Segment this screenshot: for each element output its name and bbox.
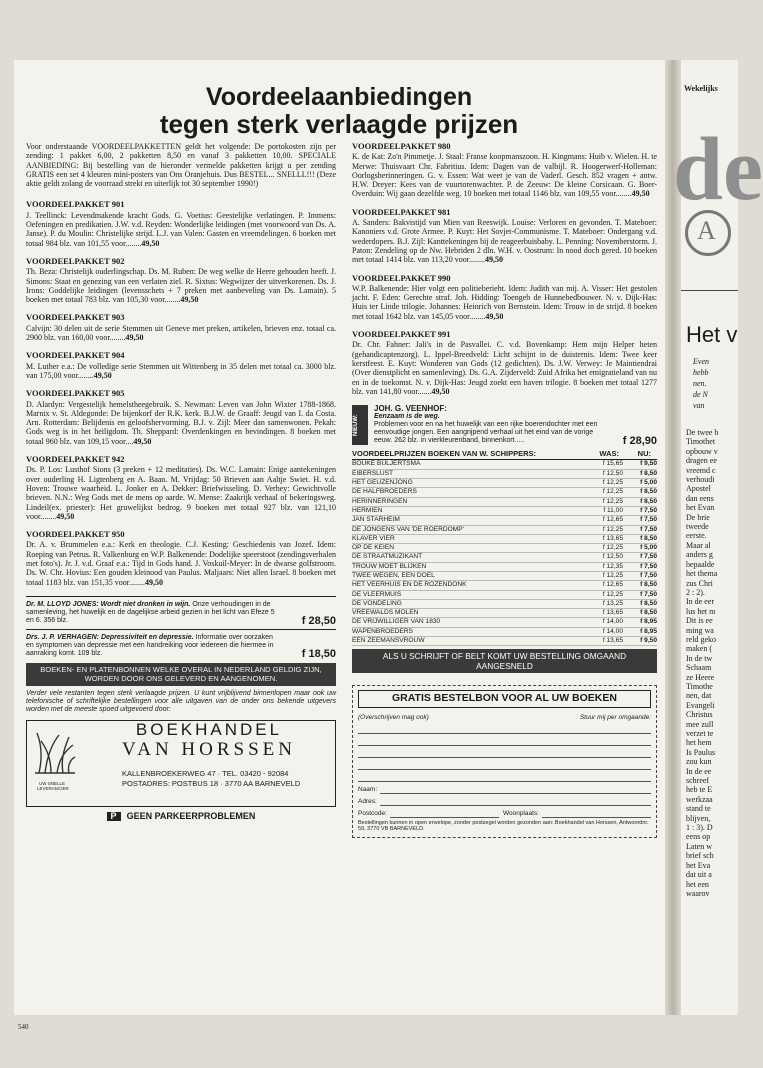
price-table-row [352,516,657,525]
offer-text: Onze verhoudingen in de samenleving, het huwelijk en de dagelijkse arbeid gezien in het licht van Efeze 5 en 6. 356 blz. [26,600,275,624]
price-row-title: HET GEUZENJONG [352,479,413,487]
title-line-2: tegen sterk verlaagde prijzen [159,109,519,139]
package-price: 49,50 [56,511,75,521]
price-row-was: f 13,25 [602,599,623,607]
right-page-line: Timothe [686,681,713,691]
price-row-was: f 15,65 [602,460,623,468]
package-body: D. Alardyn: Vergestelijk hemelstheegebruik. S. Newman: Leven van John Wixter 1788-1868. Marnix v. St. Aldegonde: De bijenkorf der R.K. kerk. B.J.W. de Graaff: Jeugd van I. da Costa. Arn. Rotterdam: Belijdenis en geloofshervorming. B.J. v. Zijl: Meer dan samenwonen. Pekah: Gods weg is in het heiligdom. Th. Sheppard: Overdenkingen en bevindingen. 8 boeken met totaal 960 blz. van 109,15 voor [26,399,336,446]
package-price: 49,50 [431,386,450,396]
package-980: VOORDEELPAKKET 980 K. de Kat: Zo'n Pimmetje. J. Staal: Franse koopmanszoon. H. Kingmans: Huib v. Wielen. H. te Merwe: Thuisvaart Chr. Fabritius. Idem: Dagen van de valbijl. R. Hoogerwerf-Holleman: Oorlogsherinneringen. G. v. Essen: Wat weet je van de Vaderl. Gesch. 852 vragen + antw. H.W. Dreyer: Kees van de vuurtorenwachter. P. de Zeeuw: De kleine Corsicaan. G. Boer-Overduin: Wij gaan dezelfde weg. 10 boeken met totaal 1146 blz. van 109,55 voor........49,50 [352,141,657,199]
price-row-nu: f 8,95 [640,618,657,626]
coupon-footer: Bestellingen kunnen in open envelope, zonder postzegel worden gezonden aan: Boekhandel van Horssen, Antwoordnr. 59, 3770 VB BARNEVELD. [358,819,649,833]
shop-name-line-1: BOEKHANDEL [135,719,283,739]
package-body: J. Teellinck: Levendmakende kracht Gods. G. Voetius: Geestelijke verlatingen. P. Immens: Oefeningen en predikatien. J.W. v.d. Reyden: Wonderlijke leidingen (met voorwoord van Ds. A. Janse). P. du Moulin: Christelijke strijd. L.J. van Valen: Gasten en vreemdelingen. 6 boeken met totaal 984 blz. van 101,55 voor [26,210,336,248]
right-page-rule [681,290,738,291]
page-number: 540 [18,1023,29,1031]
right-page-line: eens op [686,832,711,842]
right-page-line: eerste. [686,531,707,541]
right-page-line: De brie [686,512,710,522]
right-page-line: vreemd c [686,465,716,475]
price-row-was: f 13,65 [602,609,623,617]
price-row-nu: f 8,50 [640,488,657,496]
price-row-title: EEN ZEEMANSVROUW [352,637,425,645]
price-row-was: f 12,25 [602,571,623,579]
price-row-title: DE VRIJWILLIGER VAN 1830 [352,618,441,626]
coupon-order-line[interactable] [358,770,651,782]
package-991: VOORDEELPAKKET 991 Dr. Chr. Fahner: Jali's in de Pasvallei. C. v.d. Bovenkamp: Hem mijn Helper heten (gehandicaptenzorg). L. Ippel-Breedveld: Licht schijnt in de duisternis. Idem: Twee keer kerstfeest. E. Kuyt: Wonderen van Gods (12 gedichten). Ds. J.W. Verwey: Je Maintiendrai (Over dienstplicht en samenleving). Ds. G.A. Zijderveld: Zuid Afrika het emigratieland van nu en in de toekomst. N. v. Dijk-Has: Jeugd zoekt een haven trilogie. 8 boeken met totaal 1277 blz. van 141,80 voor.......49,50 [352,329,657,396]
package-905: VOORDEELPAKKET 905 D. Alardyn: Vergestelijk hemelstheegebruik. S. Newman: Leven van John Wixter 1788-1868. Marnix v. St. Aldegonde: De bijenkorf der R.K. kerk. B.J.W. de Graaff: Jeugd van I. da Costa. Arn. Rotterdam: Belijdenis en geloofshervorming. B.J. v. Zijl: Meer dan samenwonen. Pekah: Gods weg is in het heiligdom. Th. Sheppard: Overdenkingen en bevindingen. 8 boeken met totaal 960 blz. van 109,15 voor....49,50 [26,388,336,446]
package-901: VOORDEELPAKKET 901 J. Teellinck: Levendmakende kracht Gods. G. Voetius: Geestelijke verlatingen. P. Immens: Oefeningen en predikatien. J.W. v.d. Reyden: Wonderlijke leidingen (met voorwoord van Ds. A. Janse). P. du Moulin: Christelijke strijd. L.J. van Valen: Gasten en vreemdelingen. 6 boeken met totaal 984 blz. van 101,55 voor........49,50 [26,199,336,248]
price-row-nu: f 7,50 [640,516,657,524]
right-page-line: mee zull [686,719,714,729]
price-row-was: f 13,65 [602,637,623,645]
coupon-address-label: Adres: [358,797,377,805]
right-page-line: dan eens [686,493,714,503]
shop-advertisement [26,720,336,807]
coupon-address-field[interactable] [358,794,651,806]
right-page-line: het thema [686,569,718,579]
price-row-title: HERINNERINGEN [352,497,408,505]
package-body: M. Luther e.a.: De volledige serie Stemmen uit Wittenberg in 35 delen met totaal ca. 3000 blz. van 175,00 voor [26,361,336,380]
right-page-line: werkzaa [686,794,713,804]
price-row-was: f 14,00 [602,627,623,635]
right-page-line: van [693,401,705,410]
price-table-col-nu: NU: [637,449,651,459]
price-row-title: DE JONGENS VAN 'DE ROERDOMP' [352,525,464,533]
right-page-line: De twee b [686,428,719,437]
package-981: VOORDEELPAKKET 981 A. Sanders: Bakvistijd van Mien van Reeswijk. Louise: Verloren en gevonden. T. Mateboer: Kanoniers v.d. Grote Armee. P. Kuyt: Het Sovjet-Communisme. T. Mateboer: Ondergang v.d. wederdopers. B.J. Zijl: Kanttekeningen bij de reageerbuisbaby. L. Penning: Novemberstorm. J. Paton: Zendeling op de Nw. Hebriden 2 dln. W.H. v. Oostrum: In nood doch gered. 10 boeken met totaal 1414 blz. van 113,20 voor........49,50 [352,206,657,265]
price-row-title: VREEWALDS MOLEN [352,609,419,617]
price-table-row [352,600,657,609]
right-page [673,60,763,1015]
price-row-title: KLAVER VIER [352,534,395,542]
coupon-order-line[interactable] [358,722,651,734]
shop-postal-address: POSTADRES: POSTBUS 18 · 3770 AA BARNEVELD [122,778,301,788]
right-page-line: In de eer [686,597,714,607]
right-page-heading: Het v [686,322,738,347]
left-page [14,60,665,1031]
order-coupon [352,685,657,838]
price-row-nu: f 8,95 [640,627,657,635]
right-page-line: Evangeli [686,700,715,710]
coupon-order-line[interactable] [358,746,651,758]
package-990: VOORDEELPAKKET 990 W.P. Balkenende: Hier volgt een politieberieht. Idem: Judith van mij. A. Visser: Het gestolen jacht. F. Eden: Gerechte straf. Joh. Hidding: Toengeb de Hunnebedbouwer. N. v. Dijk-Has: Huis ter Linde trilogie. Johannes: Heinrich von Bernstein. Idem: Trouw in de strijd. 8 boeken met totaal 1642 blz. van 145,05 voor........49,50 [352,272,657,321]
price-row-nu: f 7,50 [640,562,657,570]
package-body: Ds. P. Los: Lusthof Sions (3 preken + 12 meditaties). Ds. W.C. Lamain: Enige aantekeningen over ouderling H. Ligtenberg en A. Baan. M. Vrijdag: 50 Brieven aan Aaltje Swiet. H. v.d. Hoven: Trouwe waarheid. L. Jonker en A. Dekker: Briefwisseling. D. Verhey: Gewichtvolle brieven. N.N.: Weg Gods met de mens op aarde. W. Mense: Zaakrijk verhaal of bekeringsweg. Lindeil(ex. priester): Het gruwelijkst bedrog. 9 boeken met totaal 927 blz. van 121,10 voor [26,465,336,521]
right-page-line: verhoudi [686,475,715,485]
price-row-nu: f 8,50 [640,609,657,617]
price-table-row [352,563,657,572]
price-row-title: DE VONDELING [352,599,402,607]
right-page-line: 1 : 3). D [686,823,713,833]
package-903: VOORDEELPAKKET 903 Calvijn: 30 delen uit de serie Stemmen uit Geneve met preken, artikelen, brieven enz. totaal ca. 2900 blz. van 160,00 voor........49,50 [26,312,336,343]
right-page-line: het een [686,879,709,889]
left-column [26,142,336,821]
price-row-title: BOUKE BULJERTSMA [352,460,421,468]
right-page-line: verzet te [686,729,714,738]
price-table-row [352,488,657,497]
price-row-title: DE HALFBROEDERS [352,488,417,496]
delivery-note: Verder vele restanten tegen sterk verlaagde prijzen. U kunt vrijblijvend binnenlopen maar ook uw telefonische of schriftelijke bestellingen voor alle uitgaven van de onder ons bekende uitgevers worden met de meeste spoed uitgevoerd door: [26,689,336,713]
price-table-row [352,479,657,488]
right-page-line: reld geko [686,634,716,644]
price-table [352,460,657,646]
right-page-line: Schaam [686,663,712,673]
offer-verhagen [26,634,336,658]
package-body: K. de Kat: Zo'n Pimmetje. J. Staal: Franse koopmanszoon. H. Kingmans: Huib v. Wielen. H. te Merwe: Thuisvaart Chr. Fabritius. Idem: Dagen van de valbijl. R. Hoogerwerf-Holleman: Oorlogsherinneringen. G. v. Essen: Wat weet je van de Vaderl. Gesch. 852 vragen + antw. H.W. Dreyer: Kees van de vuurtorenwachter. P. de Zeeuw: De kleine Corsicaan. G. Boer-Overduin: Wij gaan dezelfde weg. 10 boeken met totaal 1146 blz. van 109,55 voor [352,152,657,199]
right-page-line: blijven, [686,813,711,823]
price-table-row [352,618,657,627]
right-page-line: het Evan [686,503,715,513]
price-row-title: JAN STARHEIM [352,516,400,524]
package-price: 49,50 [125,333,144,343]
new-book-price: f 28,90 [622,435,657,448]
parking-text: GEEN PARKEERPROBLEMEN [126,810,256,821]
right-page-line: zou kun [686,757,712,767]
coupon-order-line[interactable] [358,758,651,770]
package-body: W.P. Balkenende: Hier volgt een politieberieht. Idem: Judith van mij. A. Visser: Het gestolen jacht. F. Eden: Gerechte straf. Joh. Hidding: Toengeb de Hunnebedbouwer. N. v. Dijk-Has: Huis ter Linde trilogie. Johannes: Heinrich von Bernstein. Idem: Trouw in de strijd. 8 boeken met totaal 1642 blz. van 145,05 voor [352,283,657,321]
price-row-title: HERMIEN [352,506,383,514]
right-column [352,142,657,838]
price-row-nu: f 5,00 [640,479,657,487]
right-page-line: In de ee [686,766,712,776]
price-table-col-was: WAS: [599,449,619,459]
price-row-was: f 12,25 [602,590,623,598]
package-heading: VOORDEELPAKKET 902 [26,255,125,266]
price-row-nu: f 5,00 [640,544,657,552]
right-page-line: dragen ee [686,456,717,466]
package-heading: VOORDEELPAKKET 950 [26,529,125,540]
price-table-row [352,498,657,507]
price-row-was: f 11,00 [603,506,623,514]
right-page-body [686,428,718,898]
price-row-nu: f 8,50 [640,599,657,607]
right-page-line: Even [693,357,709,366]
right-page-line: waarov [686,888,710,898]
offer-text: Informatie over oorzaken en symptomen van depressie met een handreiking voor iedereen die hiermee in aanraking komt. 109 blz. [26,633,274,657]
package-price: 49,50 [93,370,112,380]
right-page-line: Laten w [686,841,712,851]
right-page-line: Apostel [686,484,711,494]
right-page-line: brief sch [686,851,714,861]
price-row-was: f 12,25 [602,525,623,533]
right-page-line: de N [693,390,708,399]
price-row-was: f 12,65 [602,581,623,589]
price-table-row [352,572,657,581]
package-body: Calvijn: 30 delen uit de serie Stemmen uit Geneve met preken, artikelen, brieven enz. totaal ca. 2900 blz. van 160,00 voor [26,323,336,343]
price-row-nu: f 8,50 [640,534,657,542]
coupon-right-hint: Stuur mij per omgaande: [579,713,651,721]
price-row-nu: f 8,50 [640,469,657,477]
right-page-line: opbouw v [686,446,718,456]
package-904: VOORDEELPAKKET 904 M. Luther e.a.: De volledige serie Stemmen uit Wittenberg in 35 delen met totaal ca. 3000 blz. van 175,00 voor........49,50 [26,350,336,380]
right-page-line: 2 : 2). [686,587,705,597]
right-page-line: anders g [686,550,713,560]
price-row-was: f 12,25 [602,488,623,496]
price-row-was: f 12,50 [602,553,623,561]
title-line-1: Voordeelaanbiedingen [205,83,473,111]
price-row-nu: f 9,50 [640,460,657,468]
price-table-row [352,609,657,618]
price-row-was: f 12,25 [602,497,623,505]
new-book-title: Eenzaam is de weg. [374,413,440,421]
coupon-hints [358,713,651,722]
price-table-row [352,460,657,469]
package-price: 49,50 [485,255,504,265]
price-row-title: WAPENBROEDERS [352,627,413,635]
price-table-row [352,591,657,600]
price-table-row [352,507,657,516]
package-heading: VOORDEELPAKKET 942 [26,454,125,465]
intro-text: Voor onderstaande VOORDEELPAKKETTEN geldt het volgende: De portokosten zijn per zending: 1 pakket 6,00, 2 pakketten 8,50 en vanaf 3 pakketten 10,00. SPECIALE AANBIEDING: Bij bestelling van de hieronder vermelde pakketten krijgt u per zending GRATIS een set 4 kleuren mini-posters van Ons Oranjehuis. Dus BESTEL... SNELLL!!! (Deze aktie geldt zolang de voorraad strekt en uiterlijk tot 30 september 1990!) [26,142,336,189]
coupon-left-hint: (Overschrijven mag ook) [358,713,429,721]
price-row-nu: f 7,50 [640,553,657,561]
package-heading: VOORDEELPAKKET 905 [26,388,125,399]
new-book-text: Problemen voor en na het huwelijk van een rijke boerendochter met een eenvoudige jongen. Een aangrijpend verhaal uit het eind van de vorige eeuw. 262 blz. in vierkleurenband, binnenkort..... [374,421,598,445]
package-price: 49,50 [133,436,152,446]
price-row-nu: f 7,50 [640,525,657,533]
right-page-masthead: de [673,120,763,219]
price-row-was: f 12,35 [602,562,623,570]
right-page-line: stand te [686,804,711,814]
page-title [34,84,644,138]
parking-icon: P [107,812,121,821]
right-page-line: bepaalde [686,559,715,569]
package-heading: VOORDEELPAKKET 904 [26,350,125,361]
right-page-line: lus het m [686,606,716,616]
right-page-line: nen. [693,379,707,388]
right-page-line: heb te E [686,785,713,795]
package-heading: VOORDEELPAKKET 980 [352,141,451,151]
price-row-title: OP DE KEIEN [352,544,395,552]
package-price: 49,50 [141,238,160,248]
price-row-nu: f 7,50 [640,506,657,514]
right-page-line: ming wa [686,625,714,635]
divider [26,596,336,597]
price-table-row [352,535,657,544]
right-page-line: ze Heere [686,672,715,682]
package-price: 49,50 [180,295,199,305]
price-row-title: EIBERSLUST [352,469,394,477]
package-body: Th. Beza: Christelijk ouderlingschap. Ds. M. Ruben: De weg welke de Heere gehouden heeft. J. Simons: Staat en genezing van een verlaten ziel. R. Sixtus: Wegwijzer der uitverkorenen. Ds. J. Irons: Goddelijke leidingen (levensschets + 7 preken met aanbeveling van Ds. Lamain). 5 boeken met totaal 783 blz. van 105,30 voor [26,267,336,305]
right-page-line: Maar al [686,540,711,550]
price-row-nu: f 8,50 [640,497,657,505]
shop-name-line-2: VAN HORSSEN [121,738,297,760]
price-table-row [352,637,657,646]
right-page-line: dat uit a [686,870,712,880]
new-book-author: JOH. G. VEENHOF: [374,404,447,414]
price-row-title: TROUW MOET BLIJKEN [352,562,427,570]
price-row-was: f 14,00 [602,618,623,626]
price-table-row [352,628,657,637]
shop-tagline: UW SNELLE LEVERANCIER [37,780,69,791]
package-heading: VOORDEELPAKKET 981 [352,206,451,217]
coupon-heading: GRATIS BESTELBON VOOR AL UW BOEKEN [358,690,651,707]
price-row-nu: f 8,50 [640,581,657,589]
price-row-title: DE STRAATMUZIKANT [352,553,423,561]
price-row-was: f 12,25 [602,479,623,487]
price-row-title: DE VLEERMUIS [352,590,402,598]
price-table-header [352,449,657,460]
new-book-offer [352,404,657,448]
right-page-line: nen, dat [686,691,712,701]
package-price: 49,50 [631,189,650,199]
right-page-line: Is Paulus [686,747,716,757]
right-page-line: In de tw [686,653,713,663]
package-942: VOORDEELPAKKET 942 Ds. P. Los: Lusthof Sions (3 preken + 12 meditaties). Ds. W.C. Lamain: Enige aantekeningen over ouderling H. Ligtenberg en A. Baan. M. Vrijdag: 50 Brieven aan Aaltje Swiet. H. v.d. Hoven: Trouwe waarheid. L. Jonker en A. Dekker: Briefwisseling. D. Verhey: Gewichtvolle brieven. N.N.: Weg Gods met de mens op aarde. W. Mense: Zaakrijk verhaal of bekeringsweg. Lindeil(ex. priester): Het gruwelijkst bedrog. 9 boeken met totaal 927 blz. van 121,10 voor........49,50 [26,454,336,521]
price-row-was: f 12,65 [602,516,623,524]
offer-price: f 18,50 [301,647,336,660]
right-page-line: het hem [686,738,712,748]
price-row-was: f 12,50 [602,469,623,477]
parking-note [26,812,336,821]
price-row-nu: f 7,50 [640,590,657,598]
price-table-row [352,581,657,590]
package-heading: VOORDEELPAKKET 901 [26,199,125,210]
right-page-line: schreef [686,776,710,786]
coupon-name-field[interactable] [358,782,651,794]
coupon-postcode-field[interactable] [358,806,651,818]
coupon-order-line[interactable] [358,734,651,746]
package-heading: VOORDEELPAKKET 903 [26,312,125,323]
vouchers-banner: BOEKEN- EN PLATENBONNEN WELKE OVERAL IN NEDERLAND GELDIG ZIJN, WORDEN DOOR ONS GELEVERD EN AANGENOMEN. [26,663,336,686]
grass-logo-icon [35,729,75,777]
price-table-row [352,553,657,562]
package-body: Dr. A. v. Brummelen e.a.: Kerk en theologie. C.J. Kesting: Geschiedenis van Jozef. Idem: Roeping van Petrus. R. Valkenburg en W.P. Balkenende: Dodelijke speerstoot (zendingsverhalen met foto's). Jr. J. v.d. Graaf e.a.: Tijd in Gods hand. J. Voskuil-Meyer: In de dwarse golfstroom. Ds. W. Chr. Hovius: Een gouden kleinood van Paulus. Maljaars: Niet allen Israel. 8 boeken met totaal 1183 blz. van 151,35 voor [26,540,336,587]
price-table-row [352,526,657,535]
package-902: VOORDEELPAKKET 902 Th. Beza: Christelijk ouderlingschap. Ds. M. Ruben: De weg welke de Heere gehouden heeft. J. Simons: Staat en genezing van een verlaten ziel. R. Sixtus: Wegwijzer der uitverkorenen. Ds. J. Irons: Goddelijke leidingen (levensschets + 7 preken met aanbeveling van Ds. Lamain). 5 boeken met totaal 783 blz. van 105,30 voor........49,50 [26,255,336,305]
right-page-line: hebb [693,368,709,377]
price-row-was: f 13,65 [602,534,623,542]
price-row-title: HET VEERHUIS EN DE ROZENDONK [352,581,467,589]
price-table-row [352,470,657,479]
right-page-line: Christus [686,710,713,720]
offer-title: Dr. M. LLOYD JONES: Wordt niet dronken in wijn. [26,600,191,608]
coupon-city-label: Woonplaats: [502,809,539,817]
right-page-intro [693,356,709,411]
right-page-line: zus Chri [686,578,713,588]
package-body: Dr. Chr. Fahner: Jali's in de Pasvallei. C. v.d. Bovenkamp: Hem mijn Helper heten (gehandicaptenzorg). L. Ippel-Breedveld: Licht schijnt in de duisternis. Idem: Twee keer kerstfeest. E. Kuyt: Wonderen van Gods (12 gedichten). Ds. J.W. Verwey: Je Maintiendrai (Over dienstplicht en samenleving). Ds. G.A. Zijderveld: Zuid Afrika het emigratieland van nu en in de toekomst. N. v. Dijk-Has: Jeugd zoekt een haven trilogie. 8 boeken met totaal 1277 blz. van 141,80 voor [352,340,657,396]
offer-lloyd-jones [26,601,336,625]
price-row-nu: f 9,50 [640,637,657,645]
order-call-to-action: ALS U SCHRIJFT OF BELT KOMT UW BESTELLING OMGAAND AANGESNELD [352,649,657,673]
price-table-heading: VOORDEELPRIJZEN BOEKEN VAN W. SCHIPPERS: [352,449,537,459]
package-950: VOORDEELPAKKET 950 Dr. A. v. Brummelen e.a.: Kerk en theologie. C.J. Kesting: Geschiedenis van Jozef. Idem: Roeping van Petrus. R. Valkenburg en W.P. Balkenende: Dodelijke speerstoot (zendingsverhalen met foto's). Jr. J. v.d. Graaf e.a.: Tijd in Gods hand. J. Voskuil-Meyer: In de dwarse golfstroom. Ds. W. Chr. Hovius: Een gouden kleinood van Paulus. Maljaars: Niet allen Israel. 8 boeken met totaal 1183 blz. van 151,35 voor........49,50 [26,529,336,587]
offer-price: f 28,50 [301,614,336,627]
price-row-was: f 12,25 [602,544,623,552]
offer-title: Drs. J. P. VERHAGEN: Depressiviteit en depressie. [26,633,194,641]
package-body: A. Sanders: Bakvistijd van Mien van Reeswijk. Louise: Verloren en gevonden. T. Mateboer: Kanoniers v.d. Grote Armee. P. Kuyt: Het Sovjet-Communisme. T. Mateboer: Ondergang v.d. wederdopers. B.J. Zijl: Kanttekeningen bij de reageerbuisbaby. L. Penning: Novemberstorm. J. Paton: Zendeling op de Nw. Hebriden 2 dln. W.H. v. Oostrum: In nood doch gered. 10 boeken met totaal 1414 blz. van 113,20 voor [352,218,657,265]
right-page-header: Wekelijks [684,84,718,93]
package-price: 49,50 [485,311,504,321]
price-row-title: TWEE WEGEN, EEN DOEL [352,571,435,579]
package-heading: VOORDEELPAKKET 990 [352,272,451,283]
divider [26,629,336,630]
right-page-line: Timothet [686,437,716,447]
right-page-line: Dit is ee [686,616,713,626]
right-page-line: maken ( [686,644,712,654]
right-page-line: het Eva [686,860,711,870]
right-page-line: tweede [686,522,709,532]
package-price: 49,50 [145,577,164,587]
new-badge: NIEUW: [352,405,368,445]
package-heading: VOORDEELPAKKET 991 [352,329,451,340]
coupon-name-label: Naam: [358,785,378,793]
coupon-postcode-label: Postcode: [358,809,387,817]
masthead-emblem-icon: A [685,210,731,256]
price-row-nu: f 7,50 [640,571,657,579]
shop-address: KALLENBROEKERWEG 47 · TEL. 03420 - 92084 [122,768,289,778]
price-table-row [352,544,657,553]
